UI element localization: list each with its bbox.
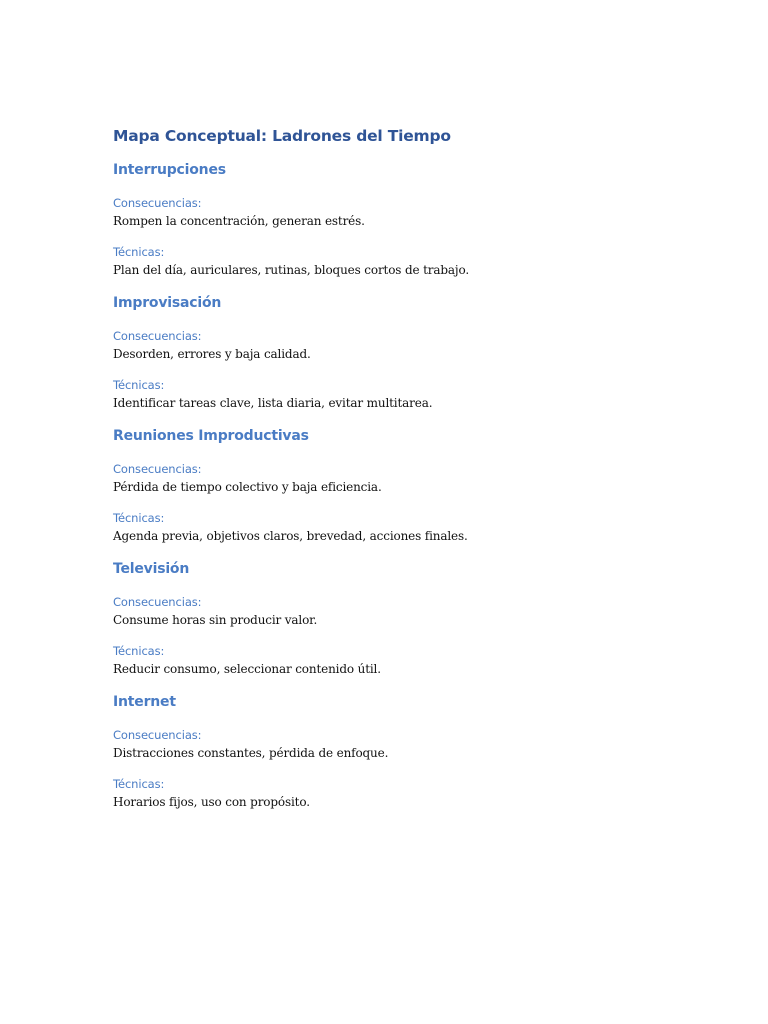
techniques-label: Técnicas: [113, 378, 165, 392]
consequences-label: Consecuencias: [113, 196, 202, 210]
techniques-label: Técnicas: [113, 644, 165, 658]
section-heading: Reuniones Improductivas [113, 428, 309, 444]
techniques-text: Reducir consumo, seleccionar contenido útil. [113, 662, 381, 676]
consequences-label: Consecuencias: [113, 462, 202, 476]
section-heading: Interrupciones [113, 162, 226, 178]
techniques-label: Técnicas: [113, 777, 165, 791]
consequences-text: Consume horas sin producir valor. [113, 613, 318, 627]
consequences-label: Consecuencias: [113, 329, 202, 343]
section-heading: Internet [113, 694, 176, 710]
consequences-text: Desorden, errores y baja calidad. [113, 347, 311, 361]
document-page [113, 124, 673, 812]
consequences-label: Consecuencias: [113, 595, 202, 609]
techniques-label: Técnicas: [113, 245, 165, 259]
section-heading: Improvisación [113, 295, 222, 311]
consequences-text: Rompen la concentración, generan estrés. [113, 214, 365, 228]
techniques-label: Técnicas: [113, 511, 165, 525]
techniques-text: Plan del día, auriculares, rutinas, bloques cortos de trabajo. [113, 263, 469, 277]
section-reuniones-improductivas [113, 426, 673, 546]
techniques-text: Identificar tareas clave, lista diaria, evitar multitarea. [113, 396, 433, 410]
section-internet [113, 692, 673, 812]
section-television [113, 559, 673, 679]
techniques-text: Horarios fijos, uso con propósito. [113, 795, 310, 809]
section-improvisacion [113, 293, 673, 413]
consequences-label: Consecuencias: [113, 728, 202, 742]
section-heading: Televisión [113, 561, 190, 577]
consequences-text: Pérdida de tiempo colectivo y baja eficiencia. [113, 480, 382, 494]
consequences-text: Distracciones constantes, pérdida de enfoque. [113, 746, 389, 760]
section-interrupciones [113, 160, 673, 280]
techniques-text: Agenda previa, objetivos claros, brevedad, acciones finales. [113, 529, 468, 543]
document-title: Mapa Conceptual: Ladrones del Tiempo [113, 127, 451, 145]
